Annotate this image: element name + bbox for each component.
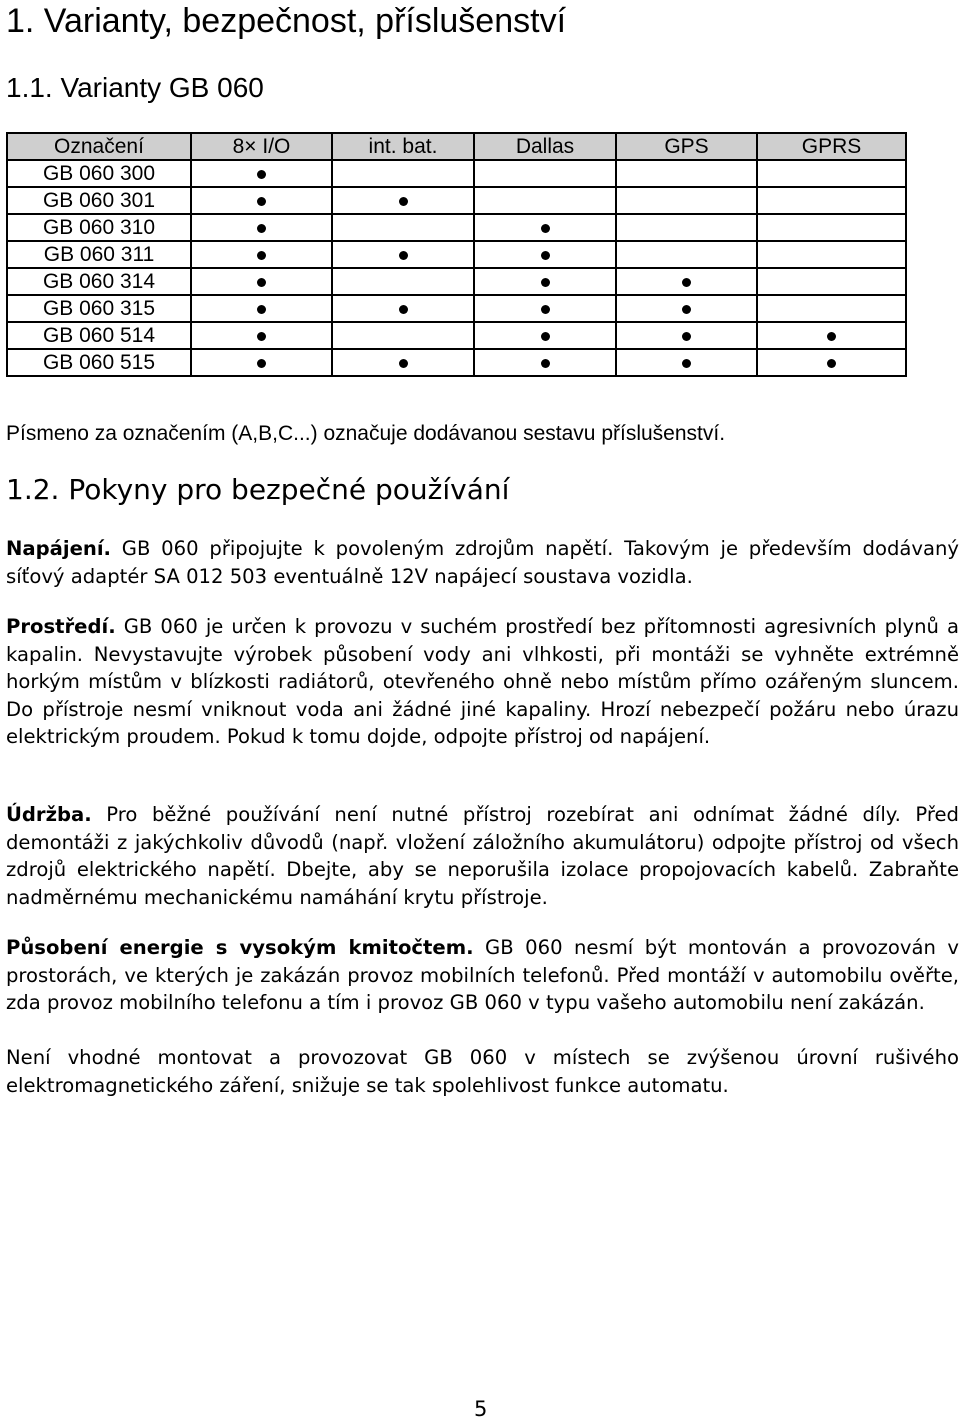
feature-cell — [332, 295, 474, 322]
label-power: Napájení. — [6, 537, 111, 560]
table-row — [7, 349, 906, 376]
feature-cell — [757, 268, 906, 295]
feature-cell — [474, 295, 616, 322]
feature-cell — [332, 241, 474, 268]
feature-cell — [332, 187, 474, 214]
feature-cell — [191, 322, 332, 349]
bullet-dot-icon — [682, 278, 691, 287]
text-maintenance: Pro běžné používání není nutné přístroj rozebírat ani odnímat žádné díly. Před demontáži z jakýchkoliv důvodů (např. vložení záložního akumulátoru) odpojte přístroj od všech zdrojů elektrického napětí. Dbejte, aby se neporušila izolace propojovacích kabelů. Zabraňte nadměrnému mechanickému namáhání krytu přístroje. — [6, 803, 959, 909]
table-row — [7, 322, 906, 349]
feature-cell — [757, 322, 906, 349]
variant-name-cell: GB 060 300 — [7, 160, 191, 187]
feature-cell — [474, 349, 616, 376]
feature-cell — [191, 187, 332, 214]
table-row — [7, 187, 906, 214]
variant-name-cell: GB 060 515 — [7, 349, 191, 376]
feature-cell — [191, 241, 332, 268]
table-header-row — [7, 133, 906, 160]
label-environment: Prostředí. — [6, 615, 116, 638]
feature-cell — [757, 295, 906, 322]
accessory-note: Písmeno za označením (A,B,C...) označuje dodávanou sestavu příslušenství. — [6, 422, 726, 445]
feature-cell — [474, 268, 616, 295]
bullet-dot-icon — [399, 305, 408, 314]
feature-cell — [757, 349, 906, 376]
bullet-dot-icon — [541, 332, 550, 341]
feature-cell — [757, 214, 906, 241]
bullet-dot-icon — [827, 359, 836, 368]
section-heading: 1. Varianty, bezpečnost, příslušenství — [6, 2, 567, 40]
table-row — [7, 295, 906, 322]
bullet-dot-icon — [682, 332, 691, 341]
header-cell: Dallas — [474, 133, 616, 160]
feature-cell — [474, 187, 616, 214]
paragraph-emi: Není vhodné montovat a provozovat GB 060 v místech se zvýšenou úrovní rušivého elektromagnetického záření, snižuje se tak spolehlivost funkce automatu. — [6, 1046, 959, 1097]
feature-cell — [616, 322, 757, 349]
table-row — [7, 160, 906, 187]
paragraph-maintenance — [6, 801, 959, 911]
bullet-dot-icon — [257, 305, 266, 314]
bullet-dot-icon — [682, 359, 691, 368]
feature-cell — [332, 268, 474, 295]
label-rf-energy: Působení energie s vysokým kmitočtem. — [6, 936, 474, 959]
header-cell: GPS — [616, 133, 757, 160]
bullet-dot-icon — [257, 251, 266, 260]
feature-cell — [616, 241, 757, 268]
bullet-dot-icon — [541, 251, 550, 260]
feature-cell — [616, 349, 757, 376]
bullet-dot-icon — [399, 197, 408, 206]
table-body — [7, 160, 906, 376]
feature-cell — [616, 187, 757, 214]
text-environment: GB 060 je určen k provozu v suchém prostředí bez přítomnosti agresivních plynů a kapalin. Nevystavujte výrobek působení vody ani vlhkosti, při montáži se vyhněte extrémně horkým místům v blízkosti radiátorů, otevřeného ohně nebo místům přímo ozářeným sluncem. Do přístroje nesmí vniknout voda ani žádné jiné kapaliny. Hrozí nebezpečí požáru nebo úrazu elektrickým proudem. Pokud k tomu dojde, odpojte přístroj od napájení. — [6, 615, 959, 748]
paragraph-power — [6, 535, 959, 590]
feature-cell — [616, 214, 757, 241]
bullet-dot-icon — [541, 278, 550, 287]
variant-name-cell: GB 060 514 — [7, 322, 191, 349]
paragraph-rf-energy — [6, 934, 959, 1017]
feature-cell — [757, 241, 906, 268]
subsection-heading-safety: 1.2. Pokyny pro bezpečné používání — [6, 473, 510, 506]
table-row — [7, 214, 906, 241]
bullet-dot-icon — [257, 170, 266, 179]
text-rf-energy: GB 060 nesmí být montován a provozován v prostorách, ve kterých je zakázán provoz mobilních telefonů. Před montáží v automobilu ověřte, zda provoz mobilního telefonu a tím i provoz GB 060 v typu vašeho automobilu není zakázán. — [6, 936, 960, 1014]
table-row — [7, 241, 906, 268]
feature-cell — [616, 295, 757, 322]
feature-cell — [474, 241, 616, 268]
bullet-dot-icon — [541, 224, 550, 233]
feature-cell — [474, 160, 616, 187]
header-cell: 8× I/O — [191, 133, 332, 160]
feature-cell — [332, 214, 474, 241]
feature-cell — [474, 214, 616, 241]
feature-cell — [191, 268, 332, 295]
feature-cell — [332, 349, 474, 376]
feature-cell — [332, 322, 474, 349]
bullet-dot-icon — [541, 305, 550, 314]
label-maintenance: Údržba. — [6, 803, 92, 826]
table-row — [7, 268, 906, 295]
feature-cell — [616, 268, 757, 295]
bullet-dot-icon — [541, 359, 550, 368]
variant-name-cell: GB 060 314 — [7, 268, 191, 295]
text-power: GB 060 připojujte k povoleným zdrojům napětí. Takovým je především dodávaný síťový adaptér SA 012 503 eventuálně 12V napájecí soustava vozidla. — [6, 537, 960, 588]
variants-table — [6, 132, 907, 377]
header-cell: GPRS — [757, 133, 906, 160]
variant-name-cell: GB 060 315 — [7, 295, 191, 322]
header-cell: int. bat. — [332, 133, 474, 160]
subsection-heading-variants: 1.1. Varianty GB 060 — [6, 72, 264, 103]
paragraph-environment — [6, 613, 959, 751]
feature-cell — [191, 214, 332, 241]
feature-cell — [191, 295, 332, 322]
feature-cell — [757, 160, 906, 187]
bullet-dot-icon — [399, 359, 408, 368]
bullet-dot-icon — [827, 332, 836, 341]
variant-name-cell: GB 060 301 — [7, 187, 191, 214]
variant-name-cell: GB 060 310 — [7, 214, 191, 241]
feature-cell — [191, 160, 332, 187]
bullet-dot-icon — [399, 251, 408, 260]
feature-cell — [474, 322, 616, 349]
bullet-dot-icon — [257, 278, 266, 287]
bullet-dot-icon — [257, 332, 266, 341]
feature-cell — [191, 349, 332, 376]
feature-cell — [616, 160, 757, 187]
bullet-dot-icon — [257, 359, 266, 368]
feature-cell — [332, 160, 474, 187]
header-cell: Označení — [7, 133, 191, 160]
bullet-dot-icon — [682, 305, 691, 314]
bullet-dot-icon — [257, 197, 266, 206]
page-number: 5 — [474, 1397, 488, 1421]
feature-cell — [757, 187, 906, 214]
bullet-dot-icon — [257, 224, 266, 233]
variant-name-cell: GB 060 311 — [7, 241, 191, 268]
